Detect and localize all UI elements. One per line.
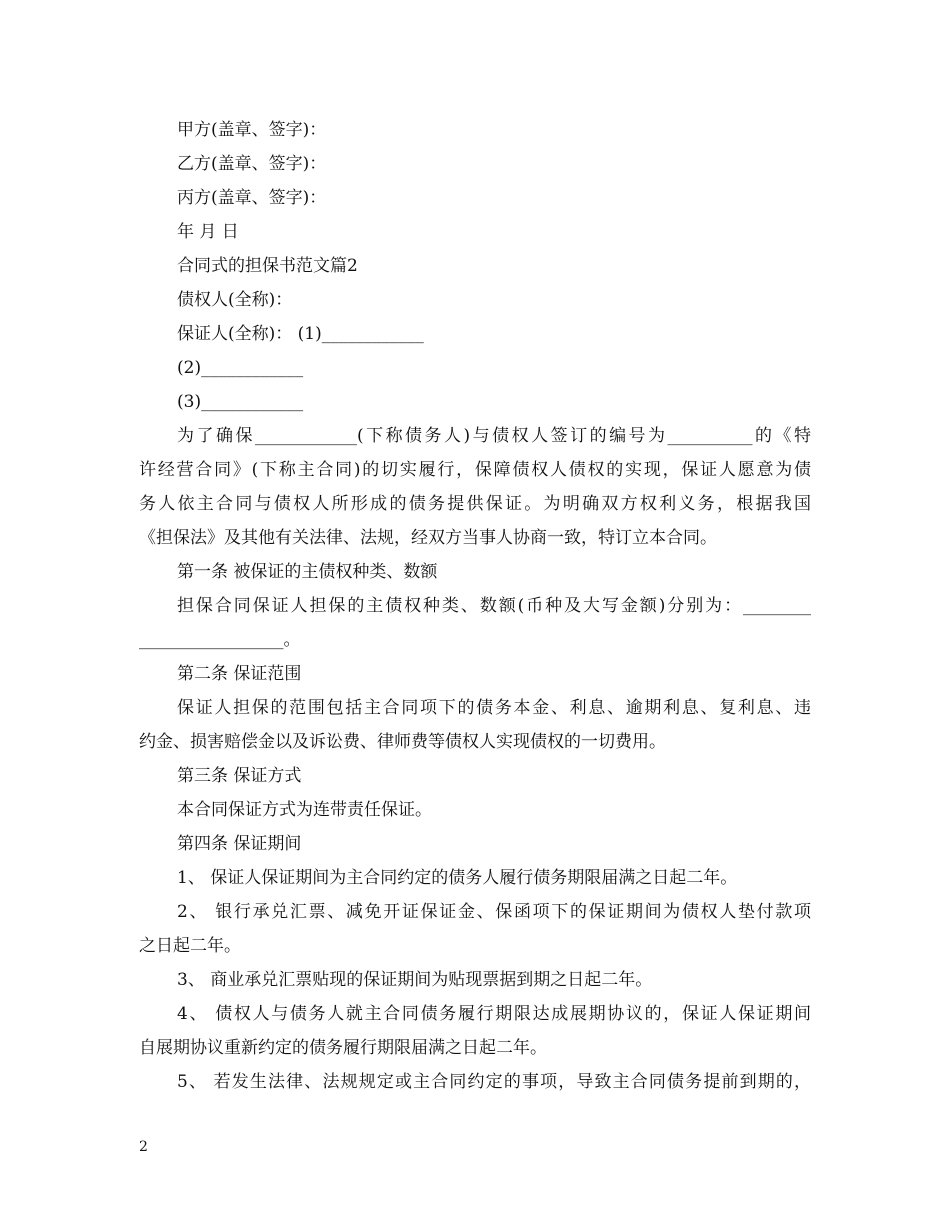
text-line: 3、 商业承兑汇票贴现的保证期间为贴现票据到期之日起二年。 [177, 970, 653, 990]
text-line: 第三条 保证方式 [177, 766, 302, 786]
text-line: 丙方(盖章、签字)： [177, 188, 327, 208]
text-line: 债权人(全称)： [177, 290, 293, 310]
text-line: 第二条 保证范围 [177, 664, 302, 684]
text-line: 约金、损害赔偿金以及诉讼费、律师费等债权人实现债权的一切费用。 [139, 732, 666, 752]
text-line: 甲方(盖章、签字)： [177, 120, 327, 140]
document-body [139, 113, 811, 1099]
text-line: 之日起二年。 [139, 936, 241, 956]
text-line: 担保合同保证人担保的主债权种类、数额(币种及大写金额)分别为：________ [177, 596, 811, 616]
text-line: (2)____________ [177, 358, 304, 378]
text-line: 5、 若发生法律、法规规定或主合同约定的事项，导致主合同债务提前到期的， [177, 1072, 811, 1092]
text-line: 保证人担保的范围包括主合同项下的债务本金、利息、逾期利息、复利息、违 [177, 698, 811, 718]
text-line: _________________。 [139, 630, 301, 650]
page-number: 2 [139, 1139, 148, 1155]
text-line: 2、 银行承兑汇票、减免开证保证金、保函项下的保证期间为债权人垫付款项 [177, 902, 811, 922]
text-line: 本合同保证方式为连带责任保证。 [177, 800, 432, 820]
text-line: 合同式的担保书范文篇2 [177, 256, 358, 276]
text-line: 务人依主合同与债权人所形成的债务提供保证。为明确双方权利义务，根据我国 [139, 494, 811, 514]
text-line: 乙方(盖章、签字)： [177, 154, 327, 174]
text-line: 自展期协议重新约定的债务履行期限届满之日起二年。 [139, 1038, 547, 1058]
text-line: 许经营合同》(下称主合同)的切实履行，保障债权人债权的实现，保证人愿意为债 [139, 460, 811, 480]
text-line: 第四条 保证期间 [177, 834, 302, 854]
text-line: (3)____________ [177, 392, 304, 412]
text-line: 1、 保证人保证期间为主合同约定的债务人履行债务期限届满之日起二年。 [177, 868, 738, 888]
text-line: 第一条 被保证的主债权种类、数额 [177, 562, 438, 582]
text-line: 4、 债权人与债务人就主合同债务履行期限达成展期协议的，保证人保证期间 [177, 1004, 811, 1024]
text-line: 为了确保____________(下称债务人)与债权人签订的编号为__________的《特 [177, 426, 811, 446]
text-line: 《担保法》及其他有关法律、法规，经双方当事人协商一致，特订立本合同。 [139, 528, 717, 548]
text-line: 保证人(全称)： (1)____________ [177, 324, 424, 344]
text-line: 年 月 日 [177, 222, 239, 242]
